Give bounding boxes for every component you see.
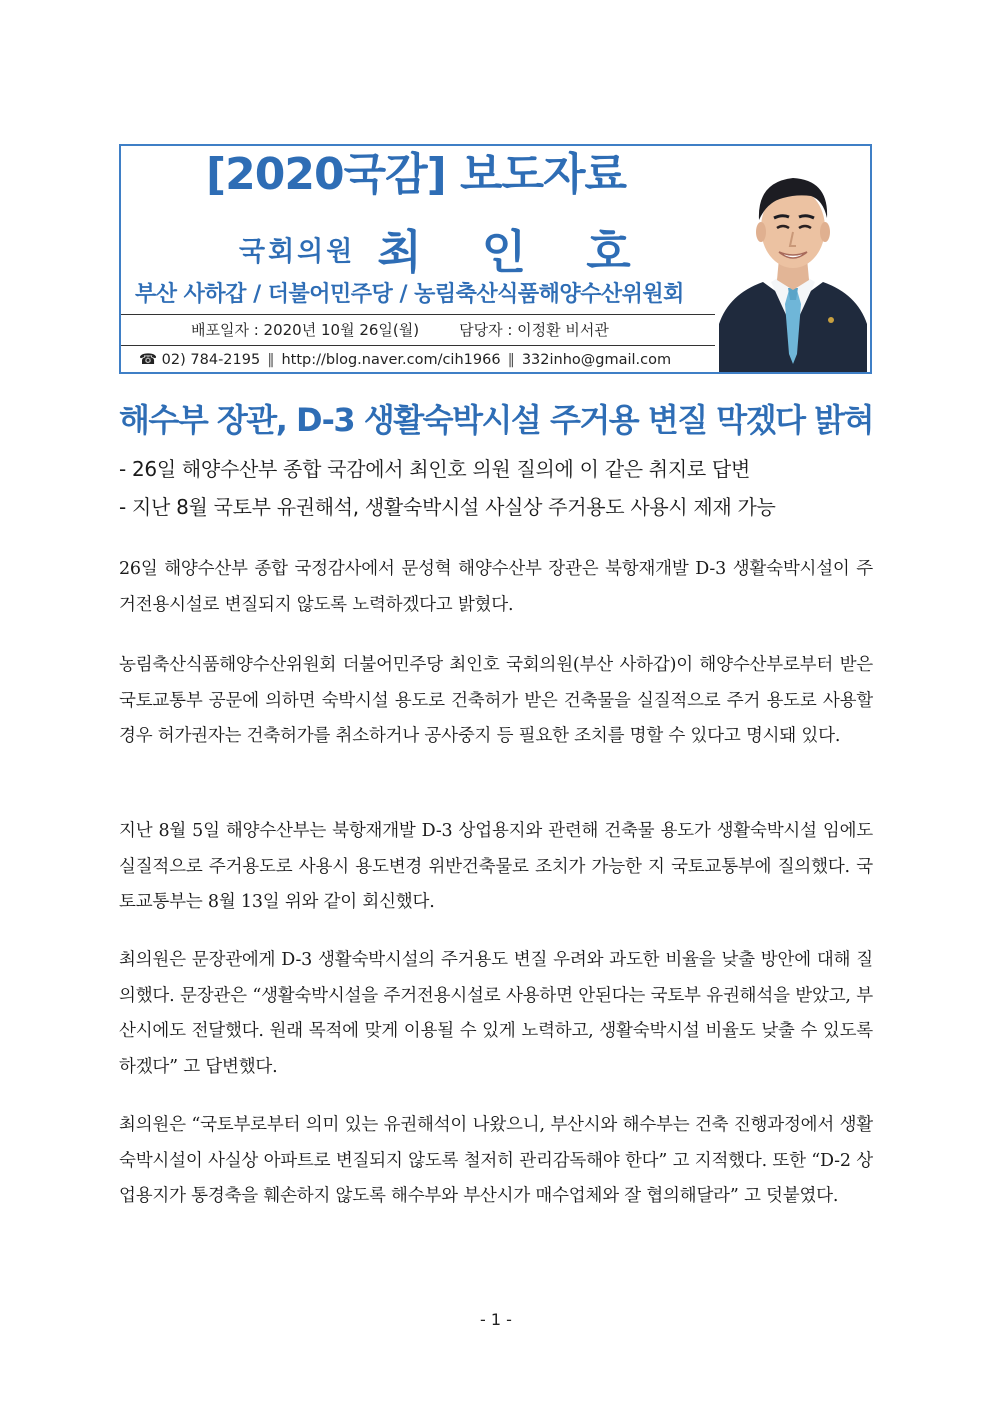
email-address[interactable]: 332inho@gmail.com — [521, 352, 672, 368]
header-divider-bottom — [121, 345, 715, 346]
contact-info — [139, 347, 719, 373]
header-divider-top — [121, 314, 715, 315]
body-paragraph-1: 26일 해양수산부 종합 국정감사에서 문성혁 해양수산부 장관은 북항재개발 D-3 생활숙박시설이 주거전용시설로 변질되지 않도록 노력하겠다고 밝혔다. — [119, 559, 873, 615]
body-paragraph-2: 농림축산식품해양수산위원회 더불어민주당 최인호 국회의원(부산 사하갑)이 해양수산부로부터 받은 국토교통부 공문에 의하면 숙박시설 용도로 건축허가 받은 건축물을 실질적으로 주거 용도로 사용할 경우 허가권자는 건축허가를 취소하거나 공사중지 등 필요한 조치를 명할 수 있다고 명시돼 있다. — [119, 655, 873, 746]
subheadline-1: - 26일 해양수산부 종합 국감에서 최인호 의원 질의에 이 같은 취지로 답변 — [119, 457, 750, 481]
separator: ‖ — [267, 352, 275, 368]
subheadline-2: - 지난 8월 국토부 유권해석, 생활숙박시설 사실상 주거용도 사용시 제재 가능 — [119, 495, 776, 519]
contact-person: 담당자 : 이정환 비서관 — [459, 321, 609, 339]
release-info — [191, 316, 711, 344]
blog-link[interactable]: http://blog.naver.com/cih1966 — [281, 352, 501, 368]
member-role: 국회의원 — [239, 236, 356, 268]
district-party-committee: 부산 사하갑 / 더불어민주당 / 농림축산식품해양수산위원회 — [135, 282, 684, 307]
release-date: 배포일자 : 2020년 10월 26일(월) — [191, 321, 420, 339]
body-paragraph-5: 최의원은 “국토부로부터 의미 있는 유권해석이 나왔으니, 부산시와 해수부는 건축 진행과정에서 생활숙박시설이 사실상 아파트로 변질되지 않도록 철저히 관리감독해야 한다” 고 지적했다. 또한 “D-2 상업용지가 통경축을 훼손하지 않도록 해수부와 부산시가 매수업체와 잘 협의해달라” 고 덧붙였다. — [119, 1115, 873, 1206]
body-paragraph-3: 지난 8월 5일 해양수산부는 북항재개발 D-3 상업용지와 관련해 건축물 용도가 생활숙박시설 임에도 실질적으로 주거용도로 사용시 용도변경 위반건축물로 조치가 가능한 지 국토교통부에 질의했다. 국토교통부는 8월 13일 위와 같이 회신했다. — [119, 821, 873, 912]
page-number: - 1 - — [480, 1310, 512, 1329]
phone-number: ☎ 02) 784-2195 — [139, 352, 261, 368]
member-name: 최 인 호 — [377, 225, 653, 279]
press-release-title: [2020국감] 보도자료 — [206, 149, 627, 200]
press-release-header — [119, 144, 872, 374]
body-paragraph-4: 최의원은 문장관에게 D-3 생활숙박시설의 주거용도 변질 우려와 과도한 비율을 낮출 방안에 대해 질의했다. 문장관은 “생활숙박시설을 주거전용시설로 사용하면 안된다는 국토부 유권해석을 받았고, 부산시에도 전달했다. 원래 목적에 맞게 이용될 수 있게 노력하고, 생활숙박시설 비율도 낮출 수 있도록 하겠다” 고 답변했다. — [119, 950, 873, 1077]
headline: 해수부 장관, D-3 생활숙박시설 주거용 변질 막겠다 밝혀 — [119, 401, 873, 439]
member-portrait — [719, 154, 867, 372]
member-line — [239, 216, 653, 279]
separator: ‖ — [507, 352, 515, 368]
